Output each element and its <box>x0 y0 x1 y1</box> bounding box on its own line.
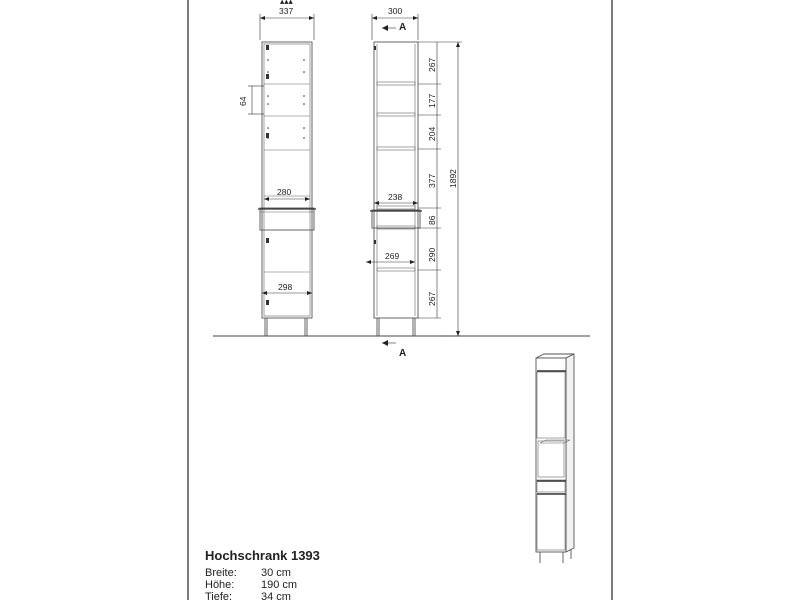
height-segment-2: 177 <box>427 93 437 108</box>
hinge-marker <box>266 45 269 50</box>
lower-width-label: 298 <box>278 282 293 292</box>
shelf-pin-holes <box>267 59 305 139</box>
product-title: Hochschrank 1393 <box>205 548 320 563</box>
section-view <box>366 6 462 359</box>
cabinet-3d-preview <box>536 354 574 563</box>
drawer-width-label: 238 <box>388 192 403 202</box>
height-segment-7: 267 <box>427 291 437 306</box>
height-segment-1: 267 <box>427 57 437 72</box>
mid-width-label: 280 <box>277 187 292 197</box>
front-view <box>238 0 316 336</box>
top-cutoff-mark: ▴▴▴ <box>280 0 293 6</box>
spec-row-width <box>205 567 465 579</box>
spec-label: Tiefe: <box>205 591 233 603</box>
height-segment-3: 204 <box>427 126 437 141</box>
spec-row-height <box>205 579 465 591</box>
total-height-label: 1892 <box>448 169 458 188</box>
section-label-top: A <box>399 22 407 33</box>
front-cabinet-outline <box>262 42 312 318</box>
section-drawer <box>372 210 420 228</box>
height-segment-5: 86 <box>427 215 437 225</box>
shelf-gap-label: 64 <box>238 96 248 106</box>
lower-section-width-label: 269 <box>385 251 400 261</box>
product-info <box>205 548 465 603</box>
spec-label: Breite: <box>205 567 237 579</box>
spec-label: Höhe: <box>205 579 235 591</box>
height-segment-4: 377 <box>427 173 437 188</box>
section-label-bottom: A <box>399 348 407 359</box>
spec-value: 190 cm <box>261 579 298 591</box>
spec-value: 34 cm <box>261 591 291 603</box>
spec-row-depth <box>205 591 465 603</box>
height-segment-6: 290 <box>427 247 437 262</box>
front-drawer <box>260 208 314 230</box>
front-width-label: 337 <box>279 6 294 16</box>
section-width-label: 300 <box>388 6 403 16</box>
spec-value: 30 cm <box>261 567 291 579</box>
section-cabinet-outline <box>374 42 418 318</box>
section-shelves <box>377 82 415 271</box>
